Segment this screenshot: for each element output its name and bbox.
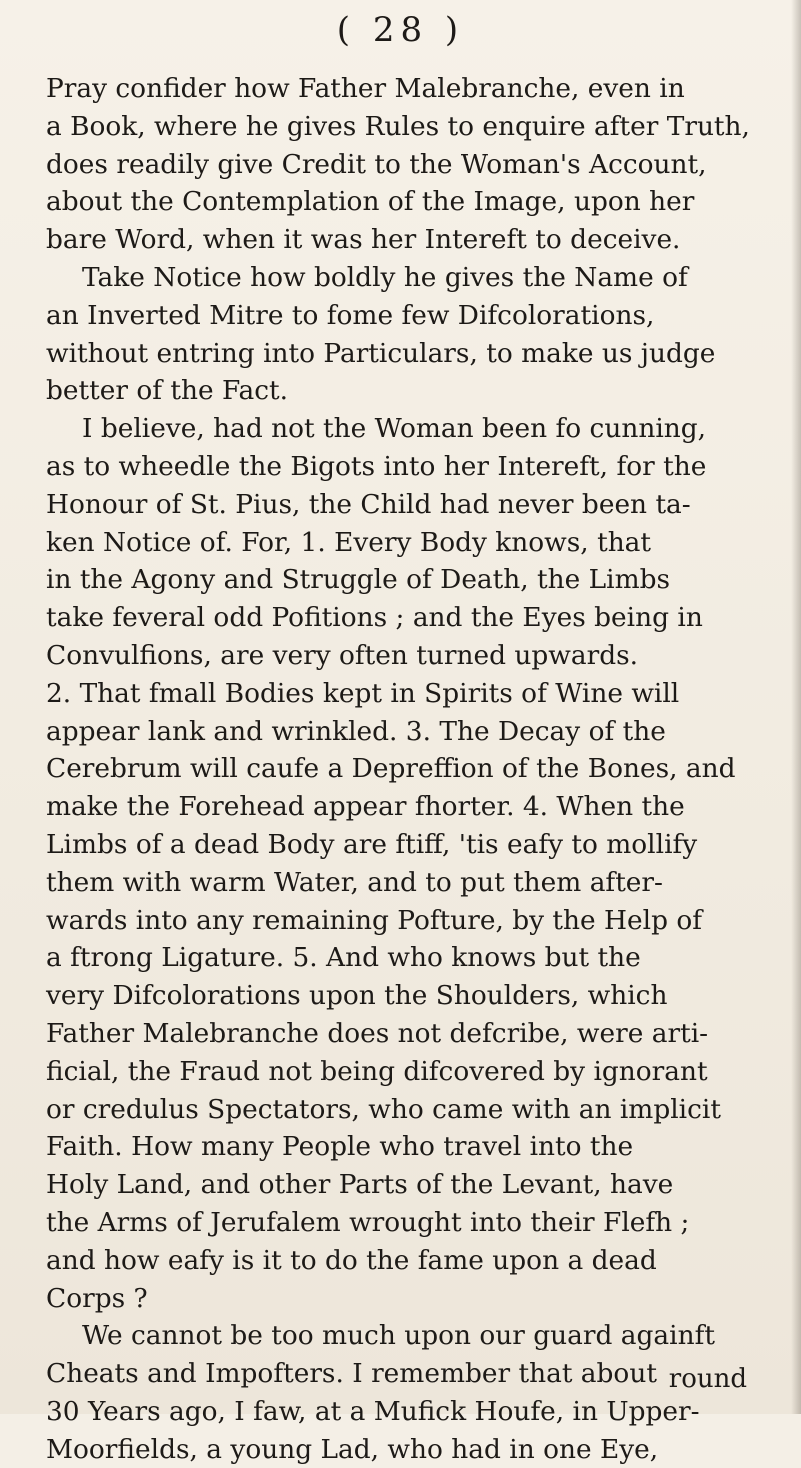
text-line: Cheats and Impofters. I remember that about bbox=[46, 1358, 657, 1390]
text-line: very Difcolorations upon the Shoulders, which bbox=[46, 980, 668, 1012]
text-line: Corps ? bbox=[46, 1282, 148, 1314]
text-line: ficial, the Fraud not being difcovered by ignorant bbox=[46, 1055, 708, 1087]
text-line: Cerebrum will caufe a Depreffion of the Bones, and bbox=[46, 753, 736, 785]
text-line: Honour of St. Pius, the Child had never been ta- bbox=[46, 488, 691, 520]
text-line: I believe, had not the Woman been fo cunning, bbox=[82, 413, 707, 445]
text-line: Father Malebranche does not defcribe, were arti- bbox=[46, 1017, 709, 1049]
text-line: 2. That fmall Bodies kept in Spirits of Wine will bbox=[46, 677, 680, 709]
text-line: bare Word, when it was her Intereft to deceive. bbox=[46, 224, 681, 256]
text-line: make the Forehead appear fhorter. 4. When the bbox=[46, 791, 685, 823]
text-line: an Inverted Mitre to fome few Difcolorations, bbox=[46, 299, 655, 331]
text-line: 30 Years ago, I faw, at a Mufick Houfe, in Upper- bbox=[46, 1395, 700, 1427]
text-line: them with warm Water, and to put them after- bbox=[46, 866, 663, 898]
text-line: a Book, where he gives Rules to enquire after Truth, bbox=[46, 110, 750, 142]
text-line: the Arms of Jerufalem wrought into their Flefh ; bbox=[46, 1206, 690, 1238]
text-line: wards into any remaining Pofture, by the Help of bbox=[46, 904, 703, 936]
text-line: in the Agony and Struggle of Death, the Limbs bbox=[46, 564, 671, 596]
text-line: and how eafy is it to do the fame upon a dead bbox=[46, 1244, 657, 1276]
text-line: Faith. How many People who travel into the bbox=[46, 1131, 634, 1163]
page-number: ( 28 ) bbox=[336, 10, 465, 50]
text-line: Pray confider how Father Malebranche, even in bbox=[46, 73, 685, 104]
body-text bbox=[46, 70, 768, 1468]
text-line: better of the Fact. bbox=[46, 375, 289, 407]
text-line: Convulfions, are very often turned upwards. bbox=[46, 639, 639, 671]
text-line: Limbs of a dead Body are ftiff, 'tis eafy to mollify bbox=[46, 828, 698, 860]
text-line: a ftrong Ligature. 5. And who knows but the bbox=[46, 942, 641, 974]
text-line: take feveral odd Pofitions ; and the Eyes being in bbox=[46, 602, 703, 634]
text-line: ken Notice of. For, 1. Every Body knows, that bbox=[46, 526, 652, 558]
catchword: round bbox=[668, 1364, 747, 1394]
text-line: without entring into Particulars, to make us judge bbox=[46, 337, 716, 369]
text-line: Moorfields, a young Lad, who had in one Eye, bbox=[46, 1433, 659, 1465]
text-line: as to wheedle the Bigots into her Intereft, for the bbox=[46, 450, 707, 482]
text-line: Take Notice how boldly he gives the Name of bbox=[82, 261, 688, 293]
text-line: Holy Land, and other Parts of the Levant, have bbox=[46, 1169, 674, 1201]
page-edge-shadow bbox=[791, 0, 801, 1414]
text-line: or credulus Spectators, who came with an implicit bbox=[46, 1093, 721, 1125]
text-line: about the Contemplation of the Image, upon her bbox=[46, 186, 695, 218]
text-line: We cannot be too much upon our guard againft bbox=[82, 1320, 715, 1352]
text-line: appear lank and wrinkled. 3. The Decay of the bbox=[46, 715, 666, 747]
text-line: does readily give Credit to the Woman's Account, bbox=[46, 148, 707, 180]
